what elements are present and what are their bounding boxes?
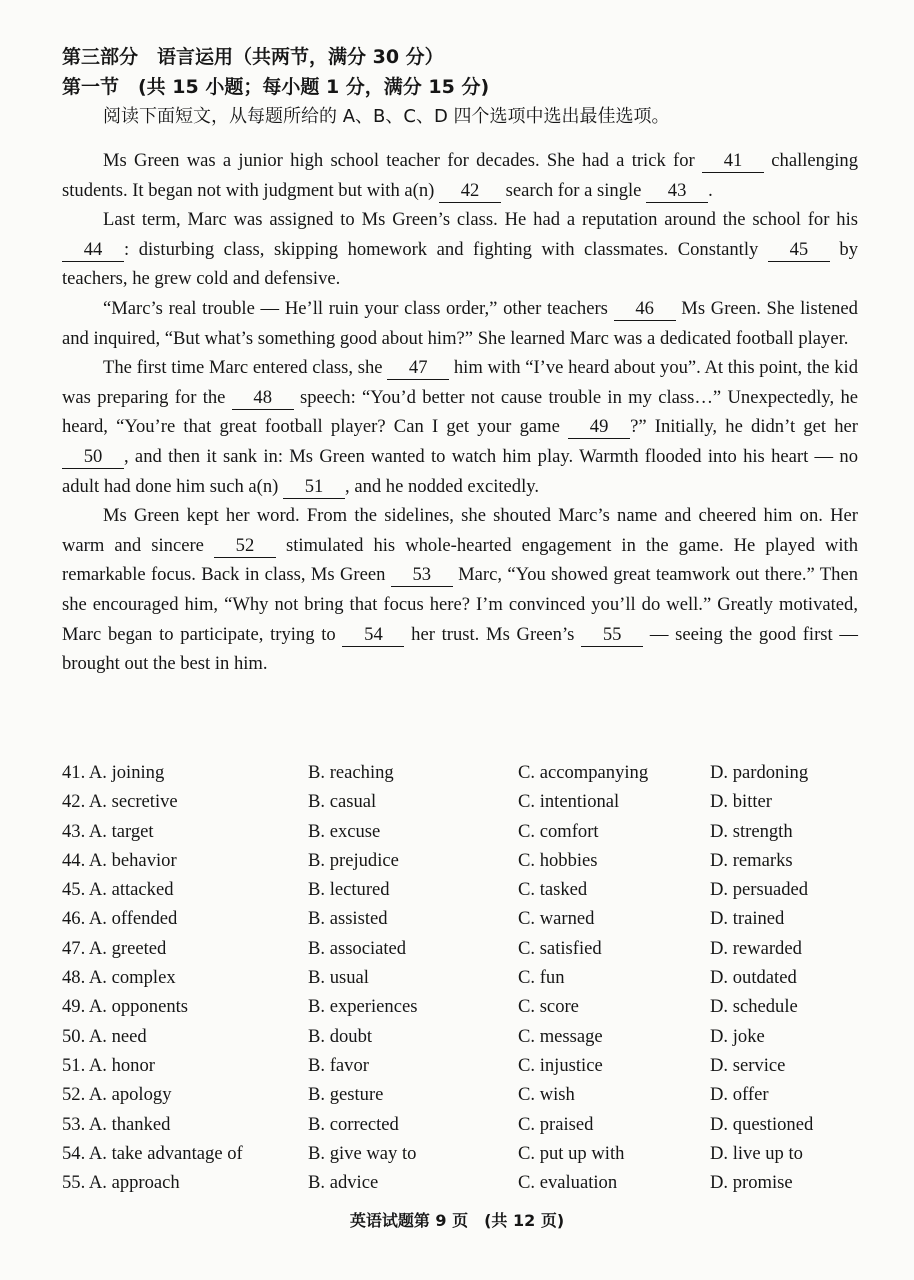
blank-48: 48	[232, 387, 294, 410]
option-a: 55. A. approach	[62, 1172, 180, 1194]
passage-text: .	[708, 179, 713, 201]
option-c: C. hobbies	[518, 849, 598, 871]
option-row	[62, 821, 862, 850]
option-d: D. promise	[710, 1172, 793, 1194]
blank-41: 41	[702, 150, 764, 173]
option-row	[62, 762, 862, 791]
blank-42: 42	[439, 180, 501, 203]
option-a: 47. A. greeted	[62, 937, 167, 959]
option-d: D. service	[710, 1054, 786, 1076]
blank-53: 53	[391, 564, 453, 587]
option-b: B. gesture	[308, 1084, 384, 1106]
blank-50: 50	[62, 446, 124, 469]
passage-text: Last term, Marc was assigned to Ms Green’s class. He had a reputation around the school for his	[103, 209, 858, 231]
passage-text: , and then it sank in: Ms Green wanted to watch him play. Warmth flooded into his heart — no adult had done him such a(n)	[62, 445, 858, 497]
option-a: 46. A. offended	[62, 908, 178, 930]
option-d: D. bitter	[710, 791, 772, 813]
option-a: 50. A. need	[62, 1025, 147, 1047]
cloze-passage	[62, 146, 858, 679]
passage-text: ?” Initially, he didn’t get her	[630, 416, 858, 438]
option-a: 45. A. attacked	[62, 879, 174, 901]
option-b: B. experiences	[308, 996, 418, 1018]
option-row	[62, 967, 862, 996]
option-b: B. prejudice	[308, 849, 399, 871]
option-d: D. strength	[710, 820, 793, 842]
option-row	[62, 938, 862, 967]
option-b: B. lectured	[308, 879, 390, 901]
paragraph-5	[62, 501, 858, 679]
blank-51: 51	[283, 476, 345, 499]
passage-text: “Marc’s real trouble — He’ll ruin your class order,” other teachers	[103, 297, 614, 319]
option-a: 48. A. complex	[62, 967, 176, 989]
option-d: D. remarks	[710, 849, 793, 871]
paragraph-2	[62, 205, 858, 294]
option-a: 54. A. take advantage of	[62, 1142, 243, 1164]
option-row	[62, 1055, 862, 1084]
paragraph-4	[62, 353, 858, 501]
option-b: B. excuse	[308, 820, 381, 842]
passage-text: search for a single	[501, 179, 647, 201]
option-row	[62, 791, 862, 820]
option-d: D. live up to	[710, 1142, 803, 1164]
option-row	[62, 996, 862, 1025]
option-c: C. warned	[518, 908, 595, 930]
blank-55: 55	[581, 624, 643, 647]
option-row	[62, 879, 862, 908]
option-b: B. advice	[308, 1172, 379, 1194]
option-c: C. satisfied	[518, 937, 602, 959]
passage-text: Marc, “You showed great teamwork out there.” Then she encouraged him, “Why not bring that focus here? I’m convinced you’ll do well.” Greatly motivated, Marc began to participate, trying to	[62, 564, 858, 645]
option-a: 52. A. apology	[62, 1084, 172, 1106]
option-c: C. message	[518, 1025, 603, 1047]
passage-text: , and he nodded excitedly.	[345, 475, 539, 497]
passage-text: : disturbing class, skipping homework and fighting with classmates. Constantly	[124, 238, 768, 260]
blank-47: 47	[387, 357, 449, 380]
passage-text: — seeing the good first — brought out the best in him.	[62, 623, 859, 675]
passage-text: The first time Marc entered class, she	[103, 357, 388, 379]
option-row	[62, 1172, 862, 1201]
blank-52: 52	[214, 535, 276, 558]
option-b: B. associated	[308, 937, 407, 959]
option-c: C. evaluation	[518, 1172, 618, 1194]
option-c: C. tasked	[518, 879, 588, 901]
option-a: 43. A. target	[62, 820, 154, 842]
option-a: 49. A. opponents	[62, 996, 189, 1018]
blank-45: 45	[768, 239, 830, 262]
instruction: 阅读下面短文，从每题所给的 A、B、C、D 四个选项中选出最佳选项。	[103, 106, 670, 127]
passage-text: him with “I’ve heard about you”. At this point, the kid was preparing for the	[62, 357, 858, 408]
option-c: C. injustice	[518, 1054, 603, 1076]
option-d: D. rewarded	[710, 937, 802, 959]
option-d: D. trained	[710, 908, 785, 930]
option-row	[62, 908, 862, 937]
option-a: 41. A. joining	[62, 762, 165, 783]
option-c: C. score	[518, 996, 579, 1018]
passage-text: Ms Green. She listened and inquired, “But what’s something good about him?” She learned Marc was a dedicated football player.	[62, 297, 858, 349]
option-a: 44. A. behavior	[62, 849, 177, 871]
blank-46: 46	[614, 298, 676, 321]
option-c: C. praised	[518, 1113, 594, 1135]
option-b: B. reaching	[308, 762, 394, 783]
blank-49: 49	[568, 416, 630, 439]
paragraph-1	[62, 146, 858, 205]
option-c: C. accompanying	[518, 762, 649, 783]
option-b: B. casual	[308, 791, 377, 813]
option-d: D. questioned	[710, 1113, 814, 1135]
passage-text: her trust. Ms Green’s	[404, 623, 582, 645]
option-d: D. pardoning	[710, 762, 809, 783]
passage-text: challenging students. It began not with judgment but with a(n)	[62, 150, 859, 201]
passage-text: stimulated his whole-hearted engagement in the game. He played with remarkable focus. Back in class, Ms Green	[62, 534, 858, 586]
option-a: 51. A. honor	[62, 1054, 155, 1076]
page-footer: 英语试题第 9 页 (共 12 页)	[349, 1211, 565, 1230]
option-a: 53. A. thanked	[62, 1113, 171, 1135]
paragraph-3	[62, 294, 858, 353]
option-b: B. assisted	[308, 908, 388, 930]
option-d: D. offer	[710, 1084, 769, 1106]
passage-text: Ms Green was a junior high school teacher for decades. She had a trick for	[103, 150, 702, 171]
answer-options	[62, 762, 862, 1201]
option-b: B. usual	[308, 967, 369, 989]
option-c: C. intentional	[518, 791, 620, 813]
option-d: D. joke	[710, 1025, 765, 1047]
option-a: 42. A. secretive	[62, 791, 178, 813]
option-row	[62, 1084, 862, 1113]
option-row	[62, 1114, 862, 1143]
option-c: C. wish	[518, 1084, 575, 1106]
option-b: B. corrected	[308, 1113, 399, 1135]
blank-44: 44	[62, 239, 124, 262]
blank-43: 43	[646, 180, 708, 203]
option-row	[62, 850, 862, 879]
option-c: C. put up with	[518, 1142, 625, 1164]
option-b: B. doubt	[308, 1025, 373, 1047]
option-c: C. comfort	[518, 820, 599, 842]
passage-text: speech: “You’d better not cause trouble in my class…” Unexpectedly, he heard, “You’re that great football player? Can I get your game	[62, 386, 858, 438]
section-title: 第一节 (共 15 小题；每小题 1 分，满分 15 分)	[62, 76, 490, 98]
option-row	[62, 1143, 862, 1172]
option-c: C. fun	[518, 967, 565, 989]
passage-text: by teachers, he grew cold and defensive.	[62, 238, 858, 290]
option-b: B. favor	[308, 1054, 369, 1076]
option-row	[62, 1026, 862, 1055]
option-b: B. give way to	[308, 1142, 417, 1164]
passage-text: Ms Green kept her word. From the sidelines, she shouted Marc’s name and cheered him on. Her warm and sincere	[62, 505, 858, 556]
option-d: D. schedule	[710, 996, 798, 1018]
blank-54: 54	[342, 624, 404, 647]
option-d: D. outdated	[710, 967, 797, 989]
part-title: 第三部分 语言运用（共两节，满分 30 分）	[62, 46, 444, 68]
option-d: D. persuaded	[710, 879, 809, 901]
